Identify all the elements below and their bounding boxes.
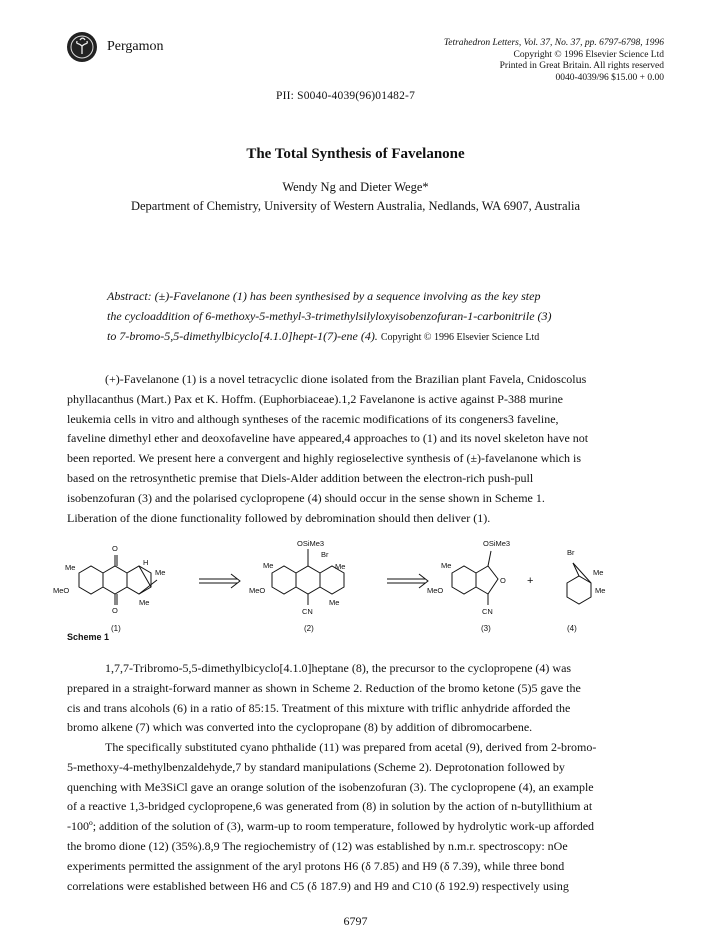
retro-arrow (199, 574, 240, 588)
text-line: isobenzofuran (3) and the polarised cyclopropene (4) should occur in the sense shown in Scheme 1. (67, 490, 545, 505)
paper-title: The Total Synthesis of Favelanone (246, 146, 465, 162)
methyl-label: Me (139, 598, 150, 607)
compound-3-structure (452, 551, 498, 605)
oxygen-label: O (112, 544, 118, 553)
text-line: experiments permitted the assignment of the aryl protons H6 (δ 7.85) and H9 (δ 7.39), while three bond (67, 858, 565, 873)
affiliation: Department of Chemistry, University of Western Australia, Nedlands, WA 6907, Australia (130, 199, 581, 213)
scheme-1-diagram (53, 535, 647, 645)
compound-label: (4) (567, 624, 577, 633)
methoxy-label: MeO (427, 586, 444, 595)
methoxy-label: MeO (53, 586, 70, 595)
page-number: 6797 (343, 914, 368, 928)
text-line: the bromo dione (12) (35%).8,9 The regiochemistry of (12) was established by n.m.r. spectroscopy: nOe (67, 838, 568, 853)
tree-emblem-icon (67, 32, 97, 62)
text-line: been reported. We present here a convergent and highly regioselective synthesis of (±)-favelanone which is (67, 451, 581, 466)
authors: Wendy Ng and Dieter Wege* (282, 180, 429, 194)
text-line: bromo alkene (7) which was converted into the cyclopropane (8) by addition of dibromocarbene. (67, 720, 533, 735)
compound-2-structure (272, 549, 344, 605)
bromine-label: Br (321, 550, 329, 559)
text-line: based on the retrosynthetic premise that Diels-Alder addition between the electron-rich push-pull (67, 470, 534, 485)
journal-info (364, 38, 664, 84)
abstract-line: Abstract: (±)-Favelanone (1) has been synthesised by a sequence involving as the key step (107, 289, 541, 303)
text-line: prepared in a straight-forward manner as shown in Scheme 2. Reduction of the bromo ketone (5)5 gave the (67, 680, 581, 695)
cyano-label: CN (302, 607, 313, 616)
paragraph-intro (67, 370, 647, 528)
compound-4-structure (567, 563, 591, 604)
text-line: correlations were established between H6 and C5 (δ 187.9) and H9 and C10 (δ 192.9) respectively using (67, 878, 569, 893)
text-line: Liberation of the dione functionality followed by debromination should then deliver (1). (67, 510, 491, 525)
abstract-copyright: Copyright © 1996 Elsevier Science Ltd (380, 332, 540, 343)
retro-arrow (387, 574, 428, 588)
publisher-logo (67, 32, 97, 62)
pii: PII: S0040-4039(96)01482-7 (276, 90, 416, 102)
methyl-label: Me (335, 562, 346, 571)
text-line: The specifically substituted cyano phthalide (11) was prepared from acetal (9), derived from 2-bromo- (105, 740, 597, 754)
methyl-label: Me (441, 561, 452, 570)
text-line: faveline dimethyl ether and deoxofaveline have appeared,4 approaches to (1) and its novel skeleton have not (67, 431, 589, 446)
methyl-label: Me (155, 568, 166, 577)
methyl-label: Me (65, 563, 76, 572)
text-line: 5-methoxy-4-methylbenzaldehyde,7 by standard manipulations (Scheme 2). Deprotonation followed by (67, 759, 565, 774)
bromine-label: Br (567, 548, 575, 557)
compound-label: (3) (481, 624, 491, 633)
text-line: cis and trans alcohols (6) in a ratio of 85:15. Treatment of this mixture with triflic anhydride afforded the (67, 700, 571, 715)
oxygen-label: O (500, 576, 506, 585)
paragraph-scheme2 (67, 659, 647, 738)
methyl-label: Me (595, 586, 606, 595)
text-line: 1,7,7-Tribromo-5,5-dimethylbicyclo[4.1.0]heptane (8), the precursor to the cyclopropene (4) was (105, 661, 572, 675)
silyloxy-label: OSiMe3 (483, 539, 511, 548)
copyright-line: Copyright © 1996 Elsevier Science Ltd (513, 49, 664, 60)
compound-label: (2) (304, 624, 314, 633)
methyl-label: Me (593, 568, 604, 577)
printed-line: Printed in Great Britain. All rights reserved (499, 61, 664, 71)
abstract (107, 286, 627, 348)
price-line: 0040-4039/96 $15.00 + 0.00 (555, 72, 664, 83)
h-label: H (143, 558, 149, 567)
publisher-name: Pergamon (107, 39, 164, 54)
text-line: quenching with Me3SiCl gave an orange solution of the isobenzofuran (3). The cyclopropene (4), an example (67, 779, 594, 794)
text-line: (+)-Favelanone (1) is a novel tetracyclic dione isolated from the Brazilian plant Favela, Cnidoscolus (105, 372, 587, 386)
methyl-label: Me (263, 561, 274, 570)
journal-citation: Tetrahedron Letters, Vol. 37, No. 37, pp. 6797-6798, 1996 (443, 38, 664, 48)
text-line: phyllacanthus (Mart.) Pax et K. Hoffm. (Euphorbiaceae).1,2 Favelanone is active against P-388 murine (67, 391, 563, 406)
plus-sign: + (527, 575, 534, 587)
abstract-line (107, 326, 627, 348)
oxygen-label: O (112, 606, 118, 615)
text-line: leukemia cells in vitro and although syntheses of the racemic modifications of its congeners3 faveline, (67, 411, 559, 426)
compound-label: (1) (111, 624, 121, 633)
methoxy-label: MeO (249, 586, 266, 595)
methyl-label: Me (329, 598, 340, 607)
scheme-caption: Scheme 1 (67, 632, 110, 642)
silyloxy-label: OSiMe3 (297, 539, 325, 548)
abstract-line-text: to 7-bromo-5,5-dimethylbicyclo[4.1.0]hept-1(7)-ene (4). (107, 329, 378, 343)
cyano-label: CN (482, 607, 493, 616)
text-line: of a reactive 1,3-bridged cyclopropene,6 was generated from (8) in solution by the action of n-butyllithium at (67, 799, 593, 814)
text-line: -100º; addition of the solution of (3), warm-up to room temperature, followed by hydrolytic work-up afforded (67, 819, 595, 834)
paragraph-cycloaddition (67, 738, 647, 896)
abstract-line: the cycloaddition of 6-methoxy-5-methyl-3-trimethylsilyloxyisobenzofuran-1-carbonitrile (3) (107, 309, 552, 323)
